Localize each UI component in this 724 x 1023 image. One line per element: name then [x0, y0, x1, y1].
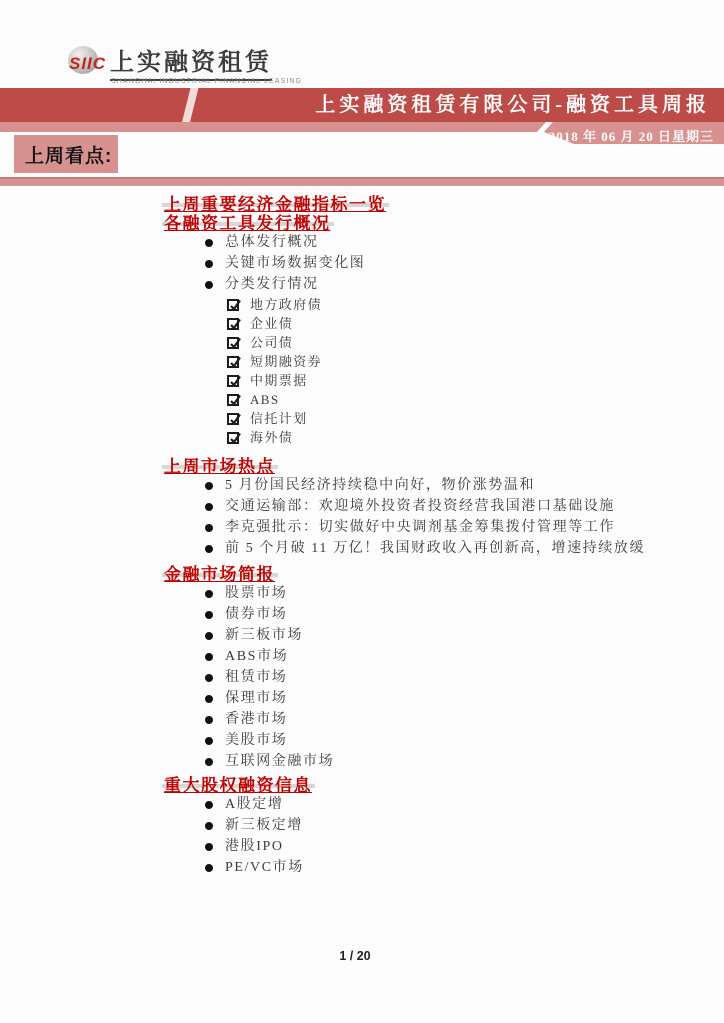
toc-item-label: 分类发行情况	[225, 277, 319, 292]
toc-check-label: 公司债	[250, 335, 294, 350]
bullet-icon	[205, 864, 213, 872]
siic-wordmark: SIIC	[69, 54, 107, 73]
toc-item-label: 保理市场	[225, 691, 288, 706]
bullet-icon	[205, 801, 213, 809]
bullet-icon	[205, 260, 213, 268]
toc-item-label: 新三板定增	[225, 818, 303, 833]
bullet-icon	[205, 674, 213, 682]
toc-item-label: 交通运输部：欢迎境外投资者投资经营我国港口基础设施	[225, 499, 615, 514]
toc-check-label: 企业债	[250, 316, 294, 331]
report-title: 上实融资租赁有限公司-融资工具周报	[315, 94, 710, 116]
toc-item-label: 互联网金融市场	[225, 754, 335, 769]
company-name-cn: 上实融资租赁	[110, 42, 272, 81]
bullet-icon	[205, 653, 213, 661]
toc-item	[205, 836, 724, 857]
toc-check-label: ABS	[250, 392, 280, 407]
toc-section	[0, 565, 724, 772]
toc-item-label: 香港市场	[225, 712, 288, 727]
bullet-icon	[205, 822, 213, 830]
highlights-label: 上周看点:	[25, 145, 113, 167]
page-number: 1 / 20	[339, 949, 371, 963]
bullet-icon	[205, 843, 213, 851]
checked-checkbox-icon	[227, 432, 239, 444]
toc-item	[205, 604, 724, 625]
toc-item-label: 租赁市场	[225, 670, 288, 685]
checked-checkbox-icon	[227, 299, 239, 311]
section-divider-rule	[0, 177, 724, 186]
toc-item	[205, 496, 724, 517]
section-heading: 各融资工具发行概况	[162, 222, 334, 226]
toc-check-item	[227, 352, 724, 371]
bullet-icon	[205, 545, 213, 553]
toc-item	[205, 646, 724, 667]
checked-checkbox-icon	[227, 413, 239, 425]
toc-item-label: ABS市场	[225, 649, 289, 664]
toc-section	[0, 776, 724, 878]
toc-item	[205, 274, 724, 295]
toc-check-item	[227, 390, 724, 409]
toc-item	[205, 625, 724, 646]
toc-item	[205, 667, 724, 688]
toc-section	[0, 457, 724, 559]
toc-item	[205, 538, 724, 559]
toc-item-label: 股票市场	[225, 586, 288, 601]
toc-item	[205, 730, 724, 751]
toc-item	[205, 815, 724, 836]
toc-check-item	[227, 295, 724, 314]
checked-checkbox-icon	[227, 375, 239, 387]
bullet-icon	[205, 737, 213, 745]
bullet-icon	[205, 281, 213, 289]
bullet-icon	[205, 716, 213, 724]
report-title-banner	[0, 88, 724, 122]
toc-item	[205, 688, 724, 709]
checked-checkbox-icon	[227, 337, 239, 349]
toc-check-label: 短期融资券	[250, 354, 323, 369]
bullet-icon	[205, 524, 213, 532]
toc-item-label: 美股市场	[225, 733, 288, 748]
bullet-icon	[205, 611, 213, 619]
toc-check-item	[227, 428, 724, 447]
toc-check-item	[227, 314, 724, 333]
section-heading: 金融市场简报	[162, 573, 278, 577]
toc-item-label: 5 月份国民经济持续稳中向好，物价涨势温和	[225, 478, 536, 493]
banner-diagonal-accent	[181, 88, 200, 122]
checked-checkbox-icon	[227, 318, 239, 330]
toc-item-label: 港股IPO	[225, 839, 284, 854]
toc-item-label: 债券市场	[225, 607, 288, 622]
toc-check-label: 海外债	[250, 430, 294, 445]
toc-item-label: PE/VC市场	[225, 860, 304, 875]
toc-item	[205, 794, 724, 815]
toc-item	[205, 857, 724, 878]
toc-item-label: A股定增	[225, 797, 284, 812]
toc-check-item	[227, 333, 724, 352]
section-heading: 上周市场热点	[162, 465, 278, 469]
bullet-icon	[205, 239, 213, 247]
bullet-icon	[205, 758, 213, 766]
toc-item	[205, 253, 724, 274]
toc-item-label: 李克强批示：切实做好中央调剂基金筹集拨付管理等工作	[225, 520, 615, 535]
section-heading: 重大股权融资信息	[162, 784, 315, 788]
toc-item	[205, 517, 724, 538]
toc-check-label: 中期票据	[250, 373, 308, 388]
toc-item-label: 前 5 个月破 11 万亿！我国财政收入再创新高，增速持续放缓	[225, 541, 646, 556]
checked-checkbox-icon	[227, 356, 239, 368]
toc-section	[0, 214, 724, 447]
toc-section	[0, 195, 724, 214]
company-name-en: SHANGHAI INDUSTRIAL FINANCIAL LEASING	[111, 78, 303, 85]
toc-item-label: 关键市场数据变化图	[225, 256, 366, 271]
checked-checkbox-icon	[227, 394, 239, 406]
toc-item	[205, 232, 724, 253]
toc-item	[205, 583, 724, 604]
toc-item	[205, 751, 724, 772]
toc-check-label: 地方政府债	[250, 297, 323, 312]
section-heading: 上周重要经济金融指标一览	[162, 203, 389, 207]
toc-check-label: 信托计划	[250, 411, 308, 426]
toc-check-item	[227, 409, 724, 428]
bullet-icon	[205, 695, 213, 703]
toc-item-label: 总体发行概况	[225, 235, 319, 250]
toc-item	[205, 709, 724, 730]
bullet-icon	[205, 482, 213, 490]
bullet-icon	[205, 632, 213, 640]
toc-item	[205, 475, 724, 496]
report-date: 2018 年 06 月 20 日星期三	[548, 129, 714, 144]
bullet-icon	[205, 503, 213, 511]
toc-item-label: 新三板市场	[225, 628, 303, 643]
table-of-contents	[0, 187, 724, 882]
bullet-icon	[205, 590, 213, 598]
toc-check-item	[227, 371, 724, 390]
highlights-label-box	[14, 135, 118, 173]
